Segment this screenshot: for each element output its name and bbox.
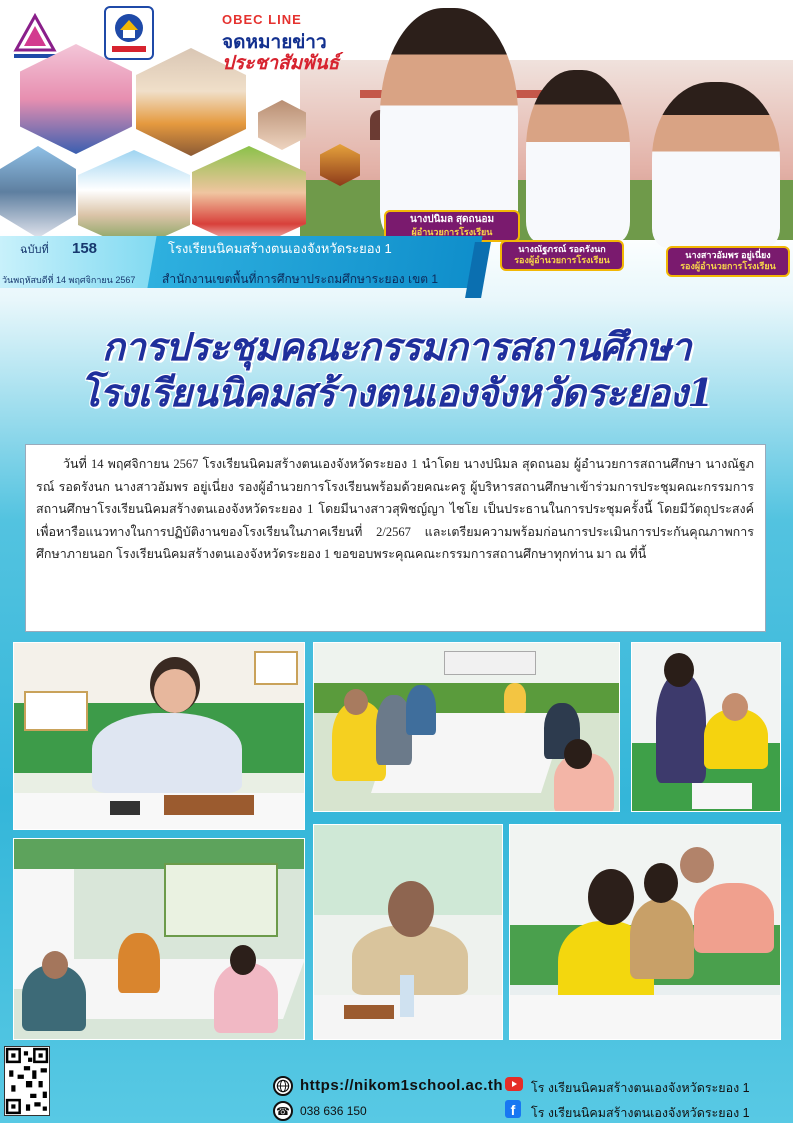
- meeting-photo-member: [313, 824, 503, 1040]
- deputy-nametag: [500, 240, 624, 271]
- person-name: นางณัฐภรณ์ รอดรังนก: [518, 244, 606, 254]
- facebook-page-link[interactable]: โร งเรียนนิคมสร้างตนเองจังหวัดระยอง 1: [531, 1106, 750, 1120]
- issue-number: 158: [72, 240, 98, 257]
- headline-line2: โรงเรียนนิคมสร้างตนเองจังหวัดระยอง1: [79, 370, 714, 415]
- person-name: นางสาวอัมพร อยู่เนี่ยง: [685, 250, 771, 260]
- qr-code-icon: [4, 1046, 50, 1116]
- activity-photo-hex: [192, 146, 306, 250]
- article-body: วันที่ 14 พฤศจิกายน 2567 โรงเรียนนิคมสร้างตนเองจังหวัดระยอง 1 นำโดย นางปนิมล สุดถนอม ผู้อำนวยการสถานศึกษา นางณัฐภรณ์ รอดรังนก นางสาวอัมพร อยู่เนี่ยง รองผู้อำนวยการโรงเรียนพร้อมด้วยคณะครู ผู้บริหารสถานศึกษาเข้าร่วมการประชุมคณะกรรมการสถานศึกษาโรงเรียนนิคมสร้างตนเองจังหวัดระยอง 1 โดยมีนางสาวสุพิชญ์ญา ไชโย เป็นประธานในการประชุมครั้งนี้ โดยมีวัตถุประสงค์เพื่อหารือแนวทางในการปฏิบัติงานของโรงเรียนในภาคเรียนที่ 2/2567 และเตรียมความพร้อมก่อนการประเมินการประกันคุณภาพการศึกษาภายนอก โรงเรียนนิคมสร้างตนเองจังหวัดระยอง 1 ขอขอบพระคุณคณะกรรมการสถานศึกษาทุกท่าน มา ณ ที่นี้: [36, 457, 754, 561]
- website-link[interactable]: https://nikom1school.ac.th: [300, 1077, 504, 1094]
- issue-date: วันพฤหัสบดีที่ 14 พฤศจิกายน 2567: [2, 275, 136, 285]
- deputy-director-portrait: [652, 82, 780, 248]
- deputy-director-portrait: [526, 70, 630, 242]
- youtube-channel-link[interactable]: โร งเรียนนิคมสร้างตนเองจังหวัดระยอง 1: [531, 1081, 750, 1095]
- school-name: โรงเรียนนิคมสร้างตนเองจังหวัดระยอง 1: [168, 241, 392, 256]
- meeting-photo-room: [13, 838, 305, 1040]
- brand-line: OBEC LINE: [222, 12, 302, 27]
- facebook-icon[interactable]: f: [505, 1100, 521, 1118]
- person-role: รองผู้อำนวยการโรงเรียน: [680, 261, 776, 272]
- meeting-photo-voting: [313, 642, 620, 812]
- phone-icon: ☎: [273, 1101, 293, 1121]
- person-name: นางปนิมล สุดถนอม: [409, 214, 495, 225]
- office-name: สำนักงานเขตพื้นที่การศึกษาประถมศึกษาระยอง เขต 1: [162, 272, 439, 286]
- activity-photo-hex: [78, 150, 190, 250]
- meeting-photo-pair: [631, 642, 781, 812]
- phone-number: 038 636 150: [300, 1104, 367, 1118]
- meeting-photo-teachers: [509, 824, 781, 1040]
- director-portrait: [380, 8, 518, 240]
- school-logo: [104, 6, 154, 60]
- newsletter-subtitle: ประชาสัมพันธ์: [222, 53, 340, 74]
- headline-line1: การประชุมคณะกรรมการสถานศึกษา: [101, 324, 692, 369]
- meeting-photo-chair: [13, 642, 305, 830]
- activity-photo-hex: [0, 146, 76, 238]
- person-role: ผู้อำนวยการโรงเรียน: [411, 226, 493, 237]
- youtube-icon[interactable]: [505, 1077, 523, 1091]
- issue-label: ฉบับที่: [20, 244, 49, 256]
- activity-photo-hex: [258, 100, 306, 150]
- person-role: รองผู้อำนวยการโรงเรียน: [514, 255, 610, 266]
- article-box: [25, 444, 766, 632]
- newsletter-title: จดหมายข่าว: [222, 32, 327, 53]
- deputy-nametag: [666, 246, 790, 277]
- globe-icon: [273, 1076, 293, 1096]
